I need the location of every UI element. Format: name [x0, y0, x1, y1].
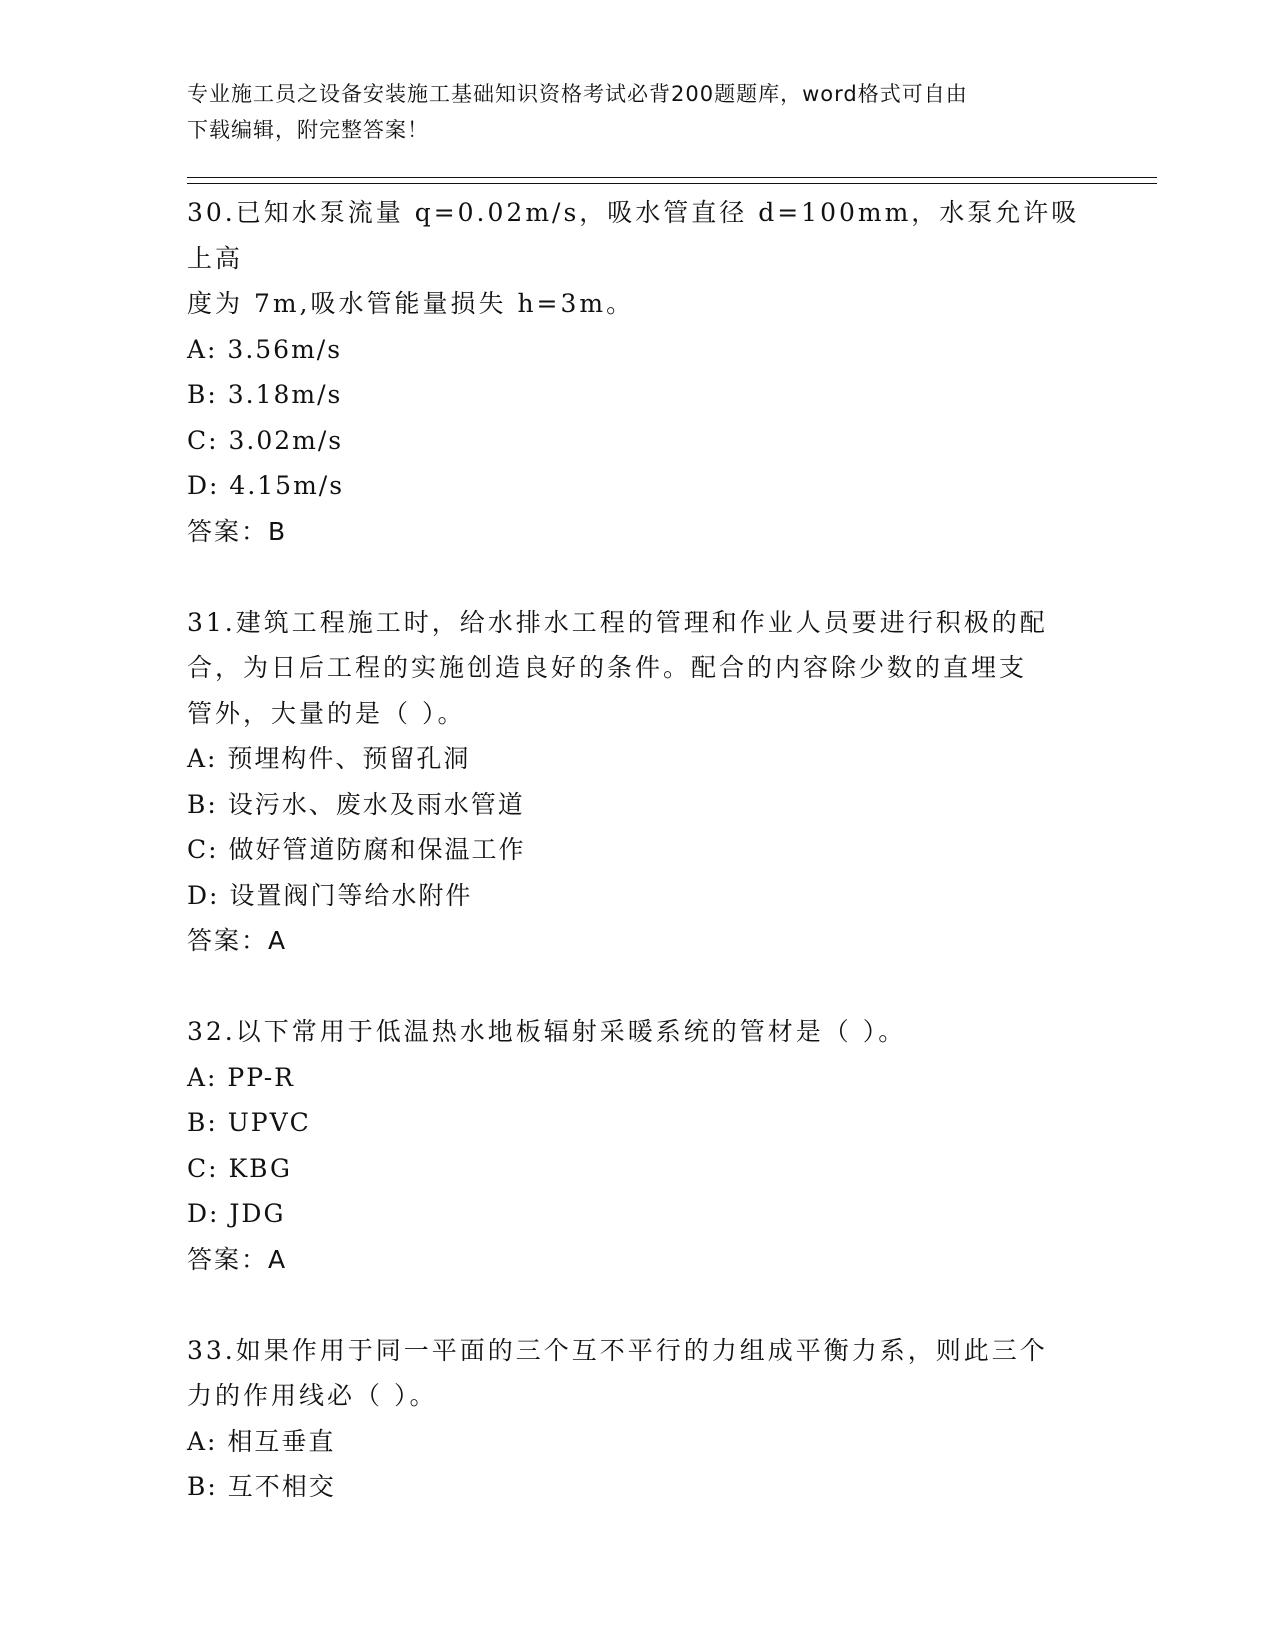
question-stem-line: 管外，大量的是（ ）。	[187, 698, 466, 728]
question-stem-line: 度为 7m,吸水管能量损失 h=3m。	[187, 289, 635, 318]
answer-label: 答案：A	[187, 1244, 288, 1274]
question-stem-line: 31.建筑工程施工时，给水排水工程的管理和作业人员要进行积极的配	[187, 607, 1048, 637]
question-30	[187, 190, 1087, 554]
option-c: C: KBG	[187, 1153, 292, 1183]
question-spacer	[187, 1282, 1087, 1328]
question-list	[187, 190, 1087, 1510]
question-32	[187, 1009, 1087, 1282]
question-spacer	[187, 554, 1087, 600]
option-a: A: 预埋构件、预留孔洞	[187, 744, 471, 773]
question-stem-line: 32.以下常用于低温热水地板辐射采暖系统的管材是（ ）。	[187, 1017, 907, 1046]
question-33	[187, 1328, 1087, 1510]
option-b: B: 设污水、废水及雨水管道	[187, 789, 525, 819]
option-b: B: 互不相交	[187, 1472, 336, 1501]
option-a: A: 3.56m/s	[187, 334, 343, 364]
question-spacer	[187, 964, 1087, 1010]
option-a: A: 相互垂直	[187, 1426, 336, 1456]
question-stem-line: 合，为日后工程的实施创造良好的条件。配合的内容除少数的直埋支	[187, 653, 1028, 682]
question-stem-line: 力的作用线必（ ）。	[187, 1381, 438, 1410]
option-c: C: 做好管道防腐和保温工作	[187, 835, 526, 864]
question-stem-line: 33.如果作用于同一平面的三个互不平行的力组成平衡力系，则此三个	[187, 1335, 1048, 1365]
option-b: B: UPVC	[187, 1108, 311, 1137]
answer-label: 答案：A	[187, 926, 288, 955]
question-31	[187, 600, 1087, 964]
option-d: D: JDG	[187, 1199, 286, 1228]
question-stem-line: 30.已知水泵流量 q=0.02m/s，吸水管直径 d=100mm，水泵允许吸上高	[187, 198, 1080, 273]
option-b: B: 3.18m/s	[187, 380, 343, 409]
document-header	[187, 76, 1067, 148]
header-title-line-1: 专业施工员之设备安装施工基础知识资格考试必背200题题库，word格式可自由	[187, 82, 968, 106]
header-title-line-2: 下载编辑，附完整答案！	[187, 118, 429, 142]
header-divider-bottom	[187, 183, 1157, 184]
option-d: D: 4.15m/s	[187, 471, 345, 500]
option-a: A: PP-R	[187, 1062, 295, 1092]
header-divider-top	[187, 177, 1157, 178]
option-c: C: 3.02m/s	[187, 425, 344, 455]
answer-label: 答案：B	[187, 516, 288, 546]
option-d: D: 设置阀门等给水附件	[187, 880, 473, 910]
